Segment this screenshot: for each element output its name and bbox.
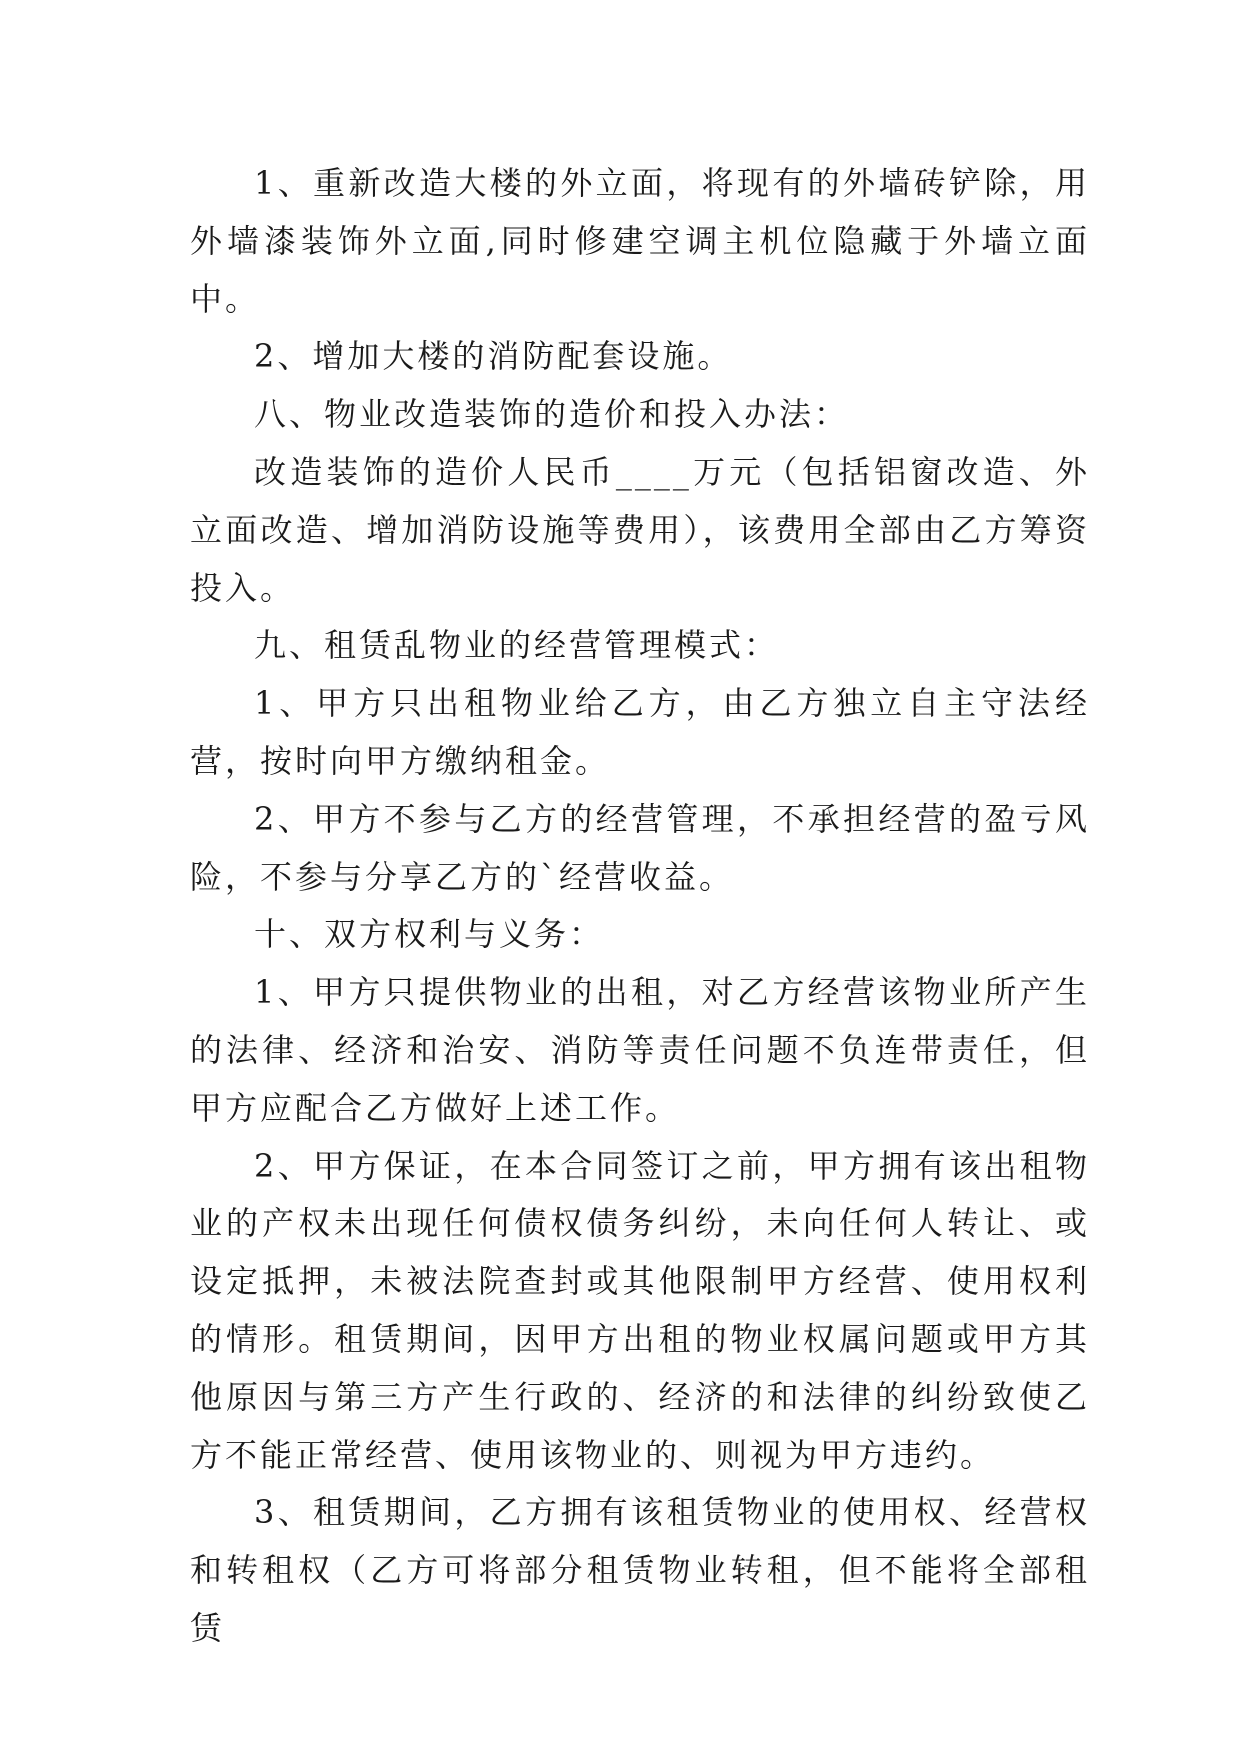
- section-heading-8: 八、物业改造装饰的造价和投入办法：: [254, 395, 850, 434]
- paragraph-no-participation: 2、甲方不参与乙方的经营管理，不承担经营的盈亏风险，不参与分享乙方的`经营收益。: [190, 799, 1090, 896]
- paragraph-fire-facilities: 2、增加大楼的消防配套设施。: [254, 337, 733, 376]
- paragraph-lease-only: 1、甲方只出租物业给乙方，由乙方独立自主守法经营，按时向甲方缴纳租金。: [190, 684, 1090, 780]
- paragraph-party-b-rights: 3、租赁期间，乙方拥有该租赁物业的使用权、经营权和转租权（乙方可将部分租赁物业转租，但不能将全部租赁: [190, 1493, 1090, 1647]
- document-body: [190, 155, 1090, 1658]
- section-heading-9: 九、租赁乱物业的经营管理模式：: [254, 626, 780, 665]
- paragraph-facade-renovation: 1、重新改造大楼的外立面，将现有的外墙砖铲除，用外墙漆装饰外立面,同时修建空调主机位隐藏于外墙立面中。: [190, 164, 1090, 318]
- paragraph-party-a-liability: 1、甲方只提供物业的出租，对乙方经营该物业所产生的法律、经济和治安、消防等责任问题不负连带责任，但甲方应配合乙方做好上述工作。: [190, 973, 1090, 1127]
- paragraph-renovation-cost: 改造装饰的造价人民币____万元（包括铝窗改造、外立面改造、增加消防设施等费用），该费用全部由乙方筹资投入。: [190, 452, 1090, 607]
- section-heading-10: 十、双方权利与义务：: [254, 915, 605, 954]
- paragraph-party-a-guarantee: 2、甲方保证，在本合同签订之前，甲方拥有该出租物业的产权未出现任何债权债务纠纷，未向任何人转让、或设定抵押，未被法院查封或其他限制甲方经营、使用权利的情形。租赁期间，因甲方出租的物业权属问题或甲方其他原因与第三方产生行政的、经济的和法律的纠纷致使乙方不能正常经营、使用该物业的、则视为甲方违约。: [190, 1146, 1090, 1474]
